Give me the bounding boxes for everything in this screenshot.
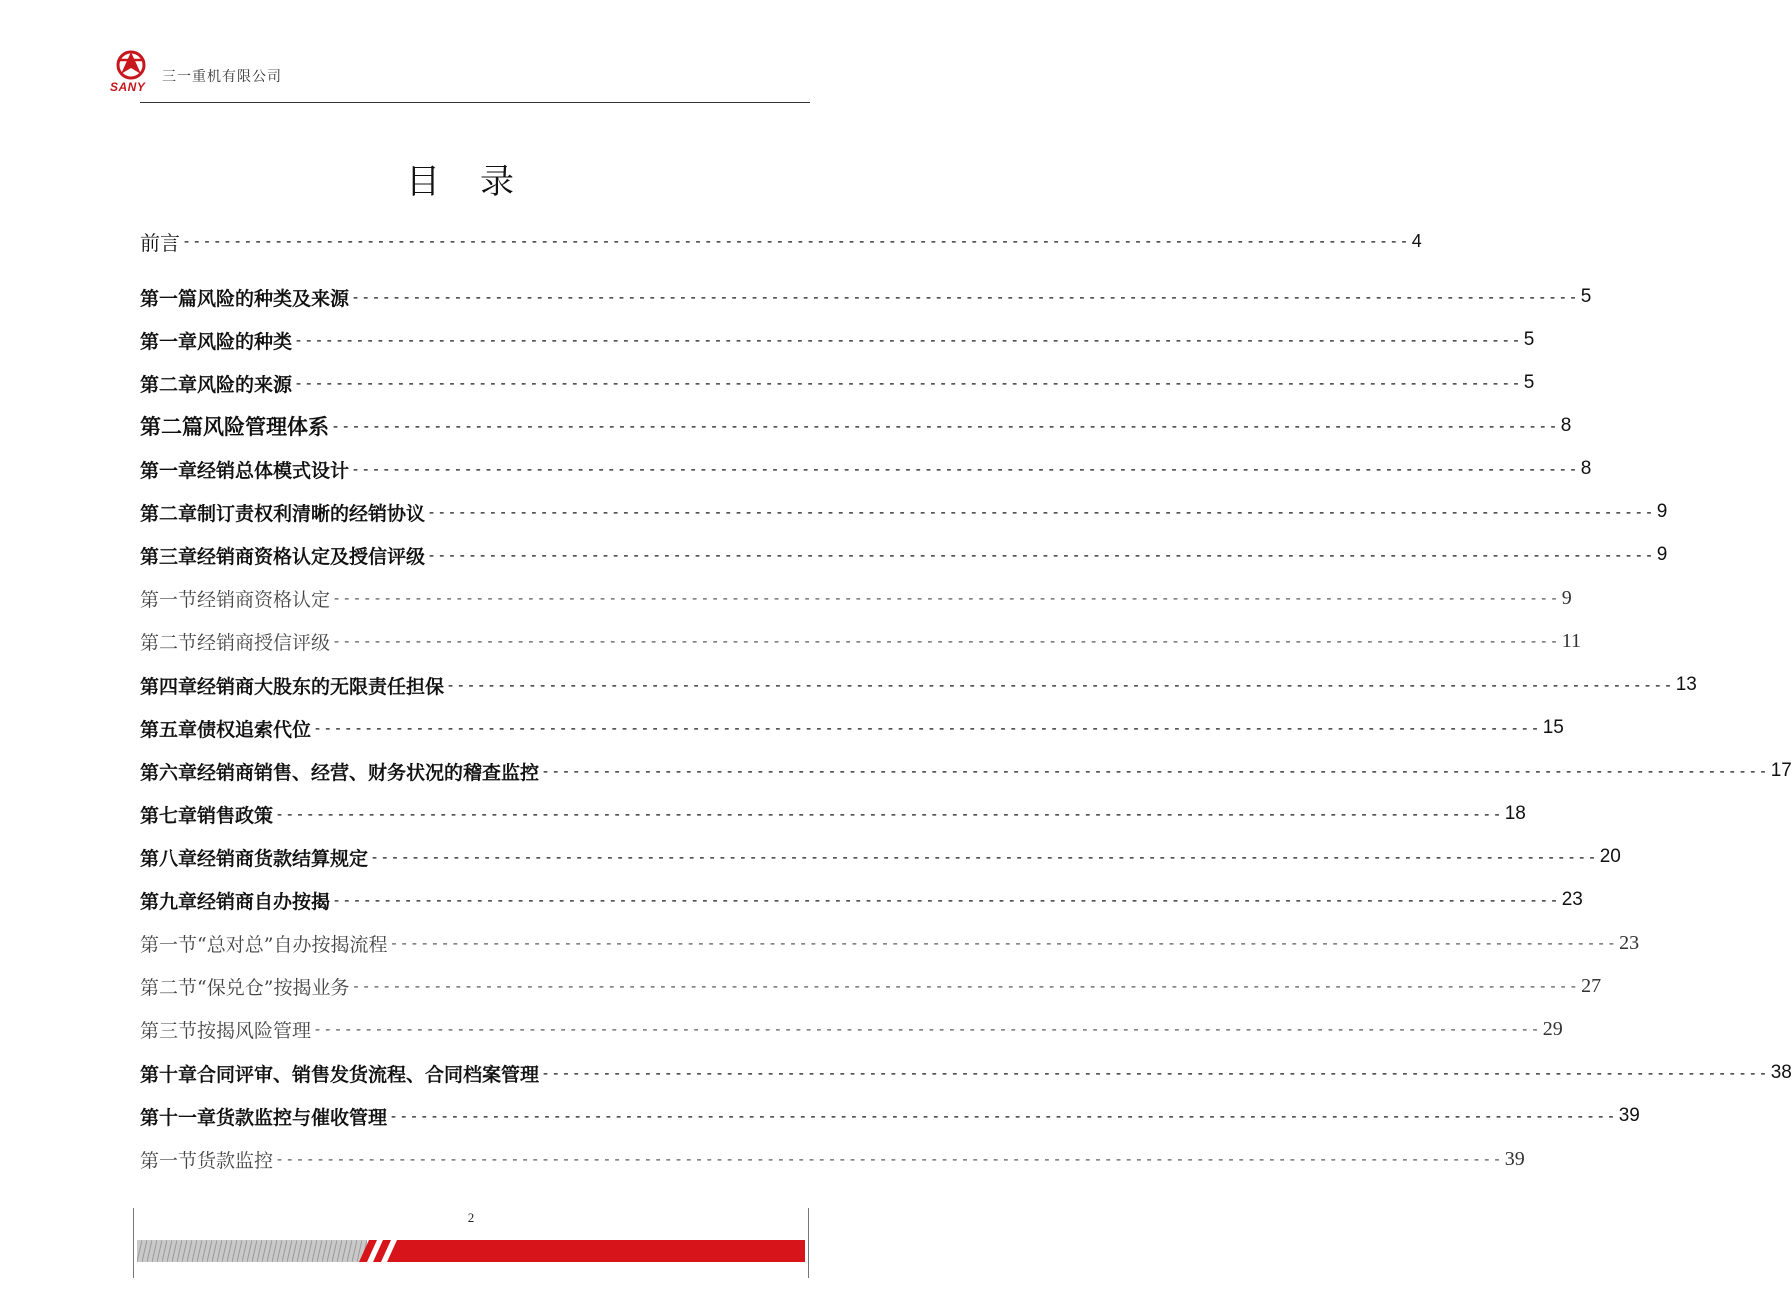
toc-leader: ------------------------------------------------------------------------------------------------------------------------ xyxy=(313,1020,1541,1038)
toc-leader: ------------------------------------------------------------------------------------------------------------------------ xyxy=(541,762,1769,780)
toc-entry-title: 风险管理体系 xyxy=(203,415,329,439)
toc-entry-label: 第二篇 xyxy=(140,415,203,439)
page-footer xyxy=(133,1208,809,1280)
toc-entry-label: 第十章 xyxy=(140,1063,198,1086)
toc-entry[interactable] xyxy=(140,711,1564,745)
toc-entry-label: 第一节 xyxy=(140,588,198,611)
company-name: 三一重机有限公司 xyxy=(162,69,282,85)
toc-entry-title: 货款监控 xyxy=(197,1149,274,1172)
page-header xyxy=(104,46,810,106)
toc-entry-title: 风险的来源 xyxy=(197,373,293,396)
toc-entry-label: 第八章 xyxy=(140,847,198,870)
toc-entry[interactable] xyxy=(140,840,1621,874)
toc-entry-title: 合同评审、销售发货流程、合同档案管理 xyxy=(197,1063,540,1086)
toc-entry-label: 第十一章 xyxy=(140,1106,217,1129)
toc-entry-page: 8 xyxy=(1580,458,1592,479)
toc-entry-title: 制订责权利清晰的经销协议 xyxy=(197,502,426,525)
toc-entry-title: “总对总”自办按揭流程 xyxy=(197,933,388,956)
toc-leader: ------------------------------------------------------------------------------------------------------------------------ xyxy=(389,1107,1617,1125)
toc-leader: ------------------------------------------------------------------------------------------------------------------------ xyxy=(294,331,1522,349)
toc-entry-label: 第二章 xyxy=(140,373,198,396)
toc-leader: ------------------------------------------------------------------------------------------------------------------------ xyxy=(446,676,1674,694)
toc-leader: ------------------------------------------------------------------------------------------------------------------------ xyxy=(182,232,1410,250)
toc-leader: ------------------------------------------------------------------------------------------------------------------------ xyxy=(351,977,1580,995)
toc-entry-page: 9 xyxy=(1656,501,1668,522)
toc-entry-page: 13 xyxy=(1675,674,1697,695)
toc-entry-label: 第二章 xyxy=(140,502,198,525)
toc-entry-label: 第三章 xyxy=(140,545,198,568)
toc-leader: ------------------------------------------------------------------------------------------------------------------------ xyxy=(332,589,1560,607)
toc-entry-title: 债权追索代位 xyxy=(197,718,312,741)
toc-entry-label: 第一节 xyxy=(140,1149,198,1172)
toc-entry-page: 23 xyxy=(1561,889,1583,910)
toc-entry-page: 18 xyxy=(1504,803,1526,824)
toc-entry-title: 经销商销售、经营、财务状况的稽查监控 xyxy=(197,761,540,784)
toc-leader: ------------------------------------------------------------------------------------------------------------------------ xyxy=(370,848,1598,866)
toc-leader: ------------------------------------------------------------------------------------------------------------------------ xyxy=(351,460,1579,478)
toc-entry-page: 8 xyxy=(1560,415,1572,436)
toc-leader: ------------------------------------------------------------------------------------------------------------------------ xyxy=(332,632,1560,650)
toc-entry-page: 15 xyxy=(1542,717,1564,738)
toc-entry[interactable] xyxy=(140,581,1572,615)
page-title: 目录 xyxy=(406,162,554,202)
toc-entry-page: 38 xyxy=(1770,1062,1792,1083)
toc-entry-title: 风险的种类及来源 xyxy=(197,287,350,310)
footer-decor-bar xyxy=(137,1240,805,1262)
toc-entry[interactable] xyxy=(140,754,1792,788)
toc-entry-title: 经销总体模式设计 xyxy=(197,459,350,482)
toc-entry-title: 经销商自办按揭 xyxy=(197,890,331,913)
toc-leader: ------------------------------------------------------------------------------------------------------------------------ xyxy=(332,891,1560,909)
toc-entry-label: 第一章 xyxy=(140,330,198,353)
toc-entry[interactable] xyxy=(140,797,1526,831)
toc-entry[interactable] xyxy=(140,668,1697,702)
toc-leader: ------------------------------------------------------------------------------------------------------------------------ xyxy=(294,374,1522,392)
toc-entry[interactable] xyxy=(140,452,1592,486)
toc-entry-page: 5 xyxy=(1523,329,1535,350)
toc-entry[interactable] xyxy=(140,883,1583,917)
toc-entry-page: 20 xyxy=(1599,846,1621,867)
toc-entry[interactable] xyxy=(140,495,1668,529)
toc-entry-label: 第二节 xyxy=(140,631,198,654)
toc-leader: ------------------------------------------------------------------------------------------------------------------------ xyxy=(541,1064,1769,1082)
toc-entry-page: 39 xyxy=(1618,1105,1640,1126)
toc-entry[interactable] xyxy=(140,1012,1563,1046)
page-number: 2 xyxy=(467,1210,475,1225)
toc-entry-title: 货款监控与催收管理 xyxy=(216,1106,388,1129)
toc-entry-page: 23 xyxy=(1619,931,1640,954)
toc-entry-label: 第七章 xyxy=(140,804,198,827)
toc-entry-title: 经销商货款结算规定 xyxy=(197,847,369,870)
toc-entry[interactable] xyxy=(140,323,1535,357)
toc-leader: ------------------------------------------------------------------------------------------------------------------------ xyxy=(427,546,1655,564)
toc-entry-label: 第一章 xyxy=(140,459,198,482)
toc-entry[interactable] xyxy=(140,224,1422,258)
toc-entry-title: 销售政策 xyxy=(197,804,274,827)
toc-entry-title: 经销商资格认定及授信评级 xyxy=(197,545,426,568)
toc-entry-page: 27 xyxy=(1581,974,1602,997)
toc-entry-label: 第一篇 xyxy=(140,287,198,310)
toc-entry[interactable] xyxy=(140,969,1602,1003)
toc-leader: ------------------------------------------------------------------------------------------------------------------------ xyxy=(275,1150,1503,1168)
toc-entry[interactable] xyxy=(140,538,1668,572)
toc-leader: ------------------------------------------------------------------------------------------------------------------------ xyxy=(331,417,1559,435)
toc-entry-page: 17 xyxy=(1770,760,1792,781)
toc-entry-label: 第五章 xyxy=(140,718,198,741)
toc-entry[interactable] xyxy=(140,1142,1525,1176)
toc-entry-page: 5 xyxy=(1580,286,1592,307)
toc-entry[interactable] xyxy=(140,624,1581,658)
toc-leader: ------------------------------------------------------------------------------------------------------------------------ xyxy=(351,288,1579,306)
toc-leader: ------------------------------------------------------------------------------------------------------------------------ xyxy=(275,805,1503,823)
toc-entry[interactable] xyxy=(140,1056,1792,1090)
toc-entry-label: 第二节 xyxy=(140,976,198,999)
toc-entry-page: 11 xyxy=(1561,629,1581,652)
toc-entry[interactable] xyxy=(140,280,1592,314)
toc-entry-label: 第六章 xyxy=(140,761,198,784)
toc-entry[interactable] xyxy=(140,366,1535,400)
toc-entry-title: 经销商大股东的无限责任担保 xyxy=(197,675,445,698)
toc-entry-page: 39 xyxy=(1504,1147,1525,1170)
toc-entry-title: 按揭风险管理 xyxy=(197,1019,312,1042)
toc-leader: ------------------------------------------------------------------------------------------------------------------------ xyxy=(427,503,1655,521)
toc-entry-page: 9 xyxy=(1656,544,1668,565)
toc-leader: ------------------------------------------------------------------------------------------------------------------------ xyxy=(389,934,1618,952)
toc-entry[interactable] xyxy=(140,409,1572,443)
toc-entry-page: 29 xyxy=(1542,1017,1563,1040)
toc-entry-label: 第九章 xyxy=(140,890,198,913)
toc-leader: ------------------------------------------------------------------------------------------------------------------------ xyxy=(313,719,1541,737)
toc-entry-title: “保兑仓”按揭业务 xyxy=(197,976,350,999)
toc-entry-title: 风险的种类 xyxy=(197,330,293,353)
toc-entry-label: 前言 xyxy=(140,230,180,255)
logo-text: SANY xyxy=(110,80,146,94)
toc-entry-page: 5 xyxy=(1523,372,1535,393)
header-divider xyxy=(140,102,810,103)
toc-entry-label: 第一节 xyxy=(140,933,198,956)
toc-entry-label: 第三节 xyxy=(140,1019,198,1042)
toc-entry-title: 经销商授信评级 xyxy=(197,631,331,654)
toc-entry[interactable] xyxy=(140,926,1640,960)
toc-entry-page: 4 xyxy=(1411,230,1422,251)
toc-entry-label: 第四章 xyxy=(140,675,198,698)
toc-entry-title: 经销商资格认定 xyxy=(197,588,331,611)
toc-entry-page: 9 xyxy=(1561,586,1572,609)
toc-entry[interactable] xyxy=(140,1099,1640,1133)
